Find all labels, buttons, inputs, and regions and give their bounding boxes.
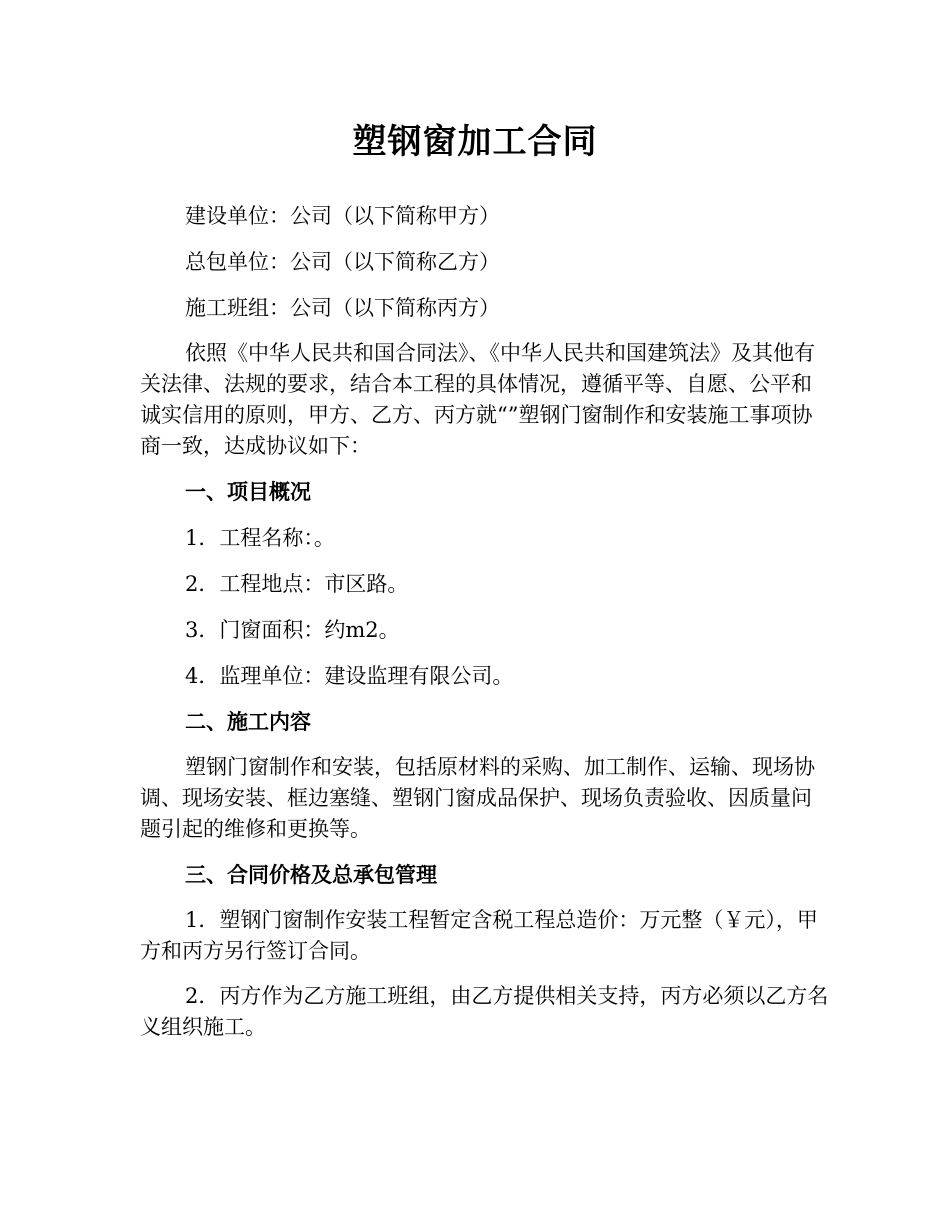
construction-content-paragraph: 塑钢门窗制作和安装，包括原材料的采购、加工制作、运输、现场协调、现场安装、框边塞缝、塑钢门窗成品保护、现场负责验收、因质量问题引起的维修和更换等。 (140, 755, 815, 841)
overview-item-window-area: 3．门窗面积：约m2。 (185, 618, 400, 642)
document-body (140, 200, 830, 1057)
overview-item-project-name: 1．工程名称：。 (185, 526, 335, 550)
party-construction-team: 施工班组：公司（以下简称丙方） (185, 296, 500, 320)
preamble-paragraph: 依照《中华人民共和国合同法》、《中华人民共和国建筑法》及其他有关法律、法规的要求，结合本工程的具体情况，遵循平等、自愿、公平和诚实信用的原则，甲方、乙方、丙方就“”塑钢门窗制作和安装施工事项协商一致，达成协议如下： (140, 341, 815, 458)
document-title: 塑钢窗加工合同 (352, 122, 598, 162)
party-general-contractor: 总包单位：公司（以下简称乙方） (185, 250, 500, 274)
section-heading-project-overview: 一、项目概况 (185, 480, 311, 504)
contract-price-item-2: 2．丙方作为乙方施工班组，由乙方提供相关支持，丙方必须以乙方名义组织施工。 (140, 984, 829, 1039)
section-heading-contract-price: 三、合同价格及总承包管理 (185, 863, 437, 887)
contract-price-item-1: 1．塑钢门窗制作安装工程暂定含税工程总造价：万元整（￥元），甲方和丙方另行签订合同。 (140, 908, 818, 963)
overview-item-supervisor: 4．监理单位：建设监理有限公司。 (185, 664, 514, 688)
overview-item-project-location: 2．工程地点：市区路。 (185, 572, 409, 596)
party-owner: 建设单位：公司（以下简称甲方） (185, 204, 500, 228)
section-heading-construction-content: 二、施工内容 (185, 710, 311, 734)
